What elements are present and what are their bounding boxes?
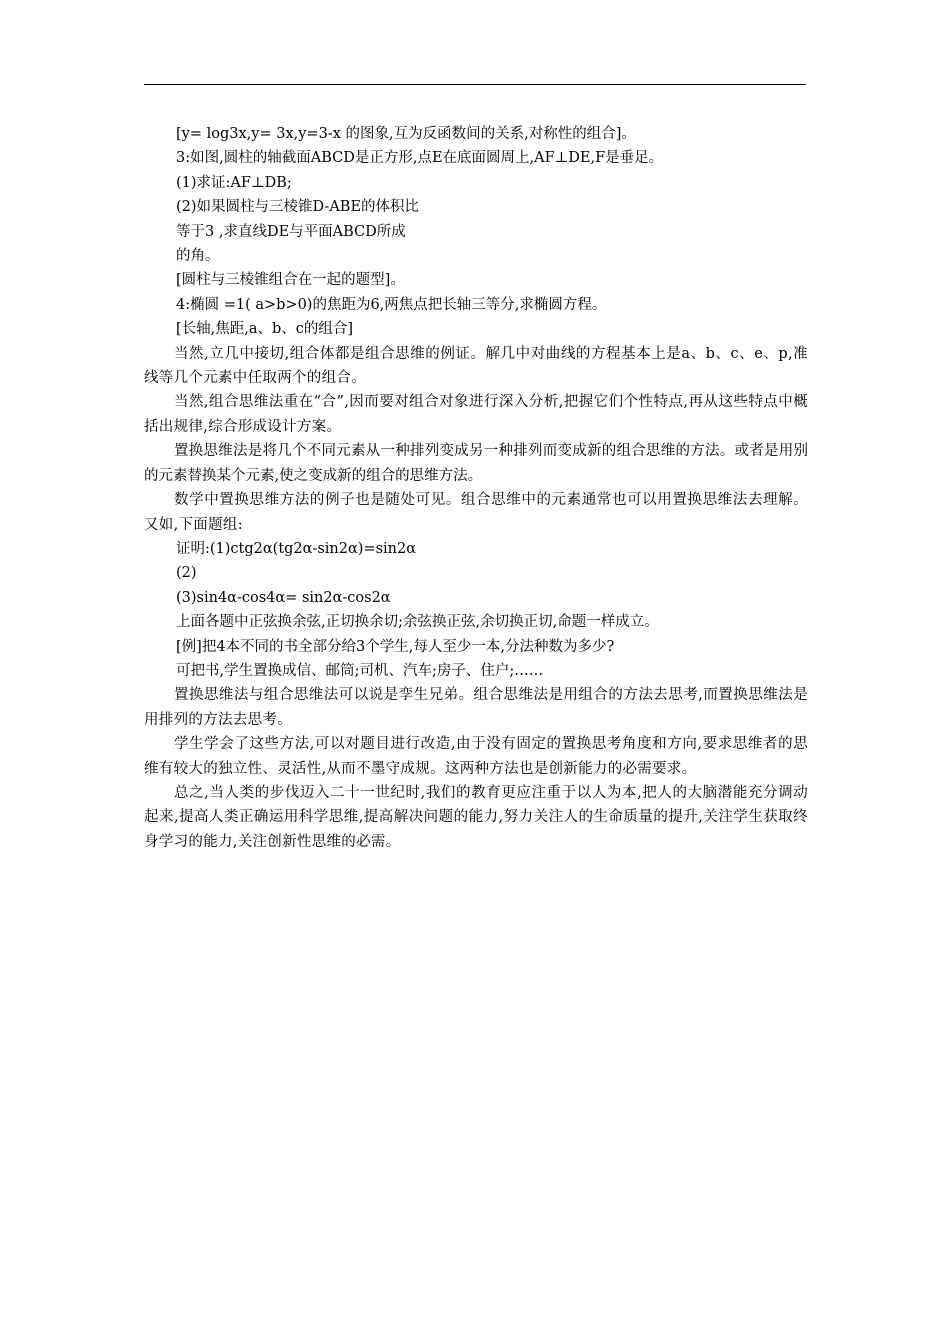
line-proof-1: 证明:(1)ctg2α(tg2α-sin2α)=sin2α (176, 540, 417, 557)
line-proof-2: (2) (176, 565, 197, 582)
paragraph-substitution-definition: 置换思维法是将几个不同元素从一种排列变成另一种排列而变成新的组合思维的方法。或者是用别的元素替换某个元素,使之变成新的组合的思维方法。 (144, 443, 808, 484)
line-example-substitutes: 可把书,学生置换成信、邮筒;司机、汽车;房子、住户;…… (176, 662, 544, 679)
line-problem-4: 4:椭圆 =1( a>b>0)的焦距为6,两焦点把长轴三等分,求椭圆方程。 (176, 296, 607, 313)
header-rule (144, 84, 806, 85)
line-cylinder-note: [圆柱与三棱锥组合在一起的题型]。 (176, 272, 405, 289)
line-problem-3-part-2b: 等于3 ,求直线DE与平面ABCD所成 (176, 223, 406, 240)
line-problem-3: 3:如图,圆柱的轴截面ABCD是正方形,点E在底面圆周上,AF⊥DE,F是垂足。 (176, 150, 664, 167)
paragraph-substitution-examples: 数学中置换思维方法的例子也是随处可见。组合思维中的元素通常也可以用置换思维法去理解。又如,下面题组: (144, 492, 808, 533)
line-substitution-note: 上面各题中正弦换余弦,正切换余切;余弦换正弦,余切换正切,命题一样成立。 (176, 614, 659, 631)
line-inverse-functions: [y= log3x,y= 3x,y=3-x 的图象,互为反函数间的关系,对称性的组合]。 (176, 126, 636, 142)
paragraph-combination-examples: 当然,立几中接切,组合体都是组合思维的例证。解几中对曲线的方程基本上是a、b、c、e、p,准线等几个元素中任取两个的组合。 (144, 345, 808, 387)
paragraph-twin-methods: 置换思维法与组合思维法可以说是孪生兄弟。组合思维法是用组合的方法去思考,而置换思维法是用排列的方法去思考。 (144, 687, 808, 728)
paragraph-conclusion: 总之,当人类的步伐迈入二十一世纪时,我们的教育更应注重于以人为本,把人的大脑潜能充分调动起来,提高人类正确运用科学思维,提高解决问题的能力,努力关注人的生命质量的提升,关注学生获取终身学习的能力,关注创新性思维的必需。 (144, 784, 808, 850)
line-proof-3: (3)sin4α-cos4α= sin2α-cos2α (176, 589, 391, 606)
document-body (144, 122, 808, 854)
paragraph-combination-method: 当然,组合思维法重在“合”,因而要对组合对象进行深入分析,把握它们个性特点,再从这些特点中概括出规律,综合形成设计方案。 (144, 394, 808, 435)
paragraph-student-methods: 学生学会了这些方法,可以对题目进行改造,由于没有固定的置换思考角度和方向,要求思维者的思维有较大的独立性、灵活性,从而不墨守成规。这两种方法也是创新能力的必需要求。 (144, 736, 808, 777)
line-problem-3-part-2c: 的角。 (176, 248, 220, 265)
line-problem-3-part-1: (1)求证:AF⊥DB; (176, 174, 292, 191)
line-problem-3-part-2a: (2)如果圆柱与三棱锥D-ABE的体积比 (176, 199, 420, 216)
line-ellipse-note: [长轴,焦距,a、b、c的组合] (176, 321, 354, 338)
line-example-books: [例]把4本不同的书全部分给3个学生,每人至少一本,分法种数为多少? (176, 638, 615, 655)
